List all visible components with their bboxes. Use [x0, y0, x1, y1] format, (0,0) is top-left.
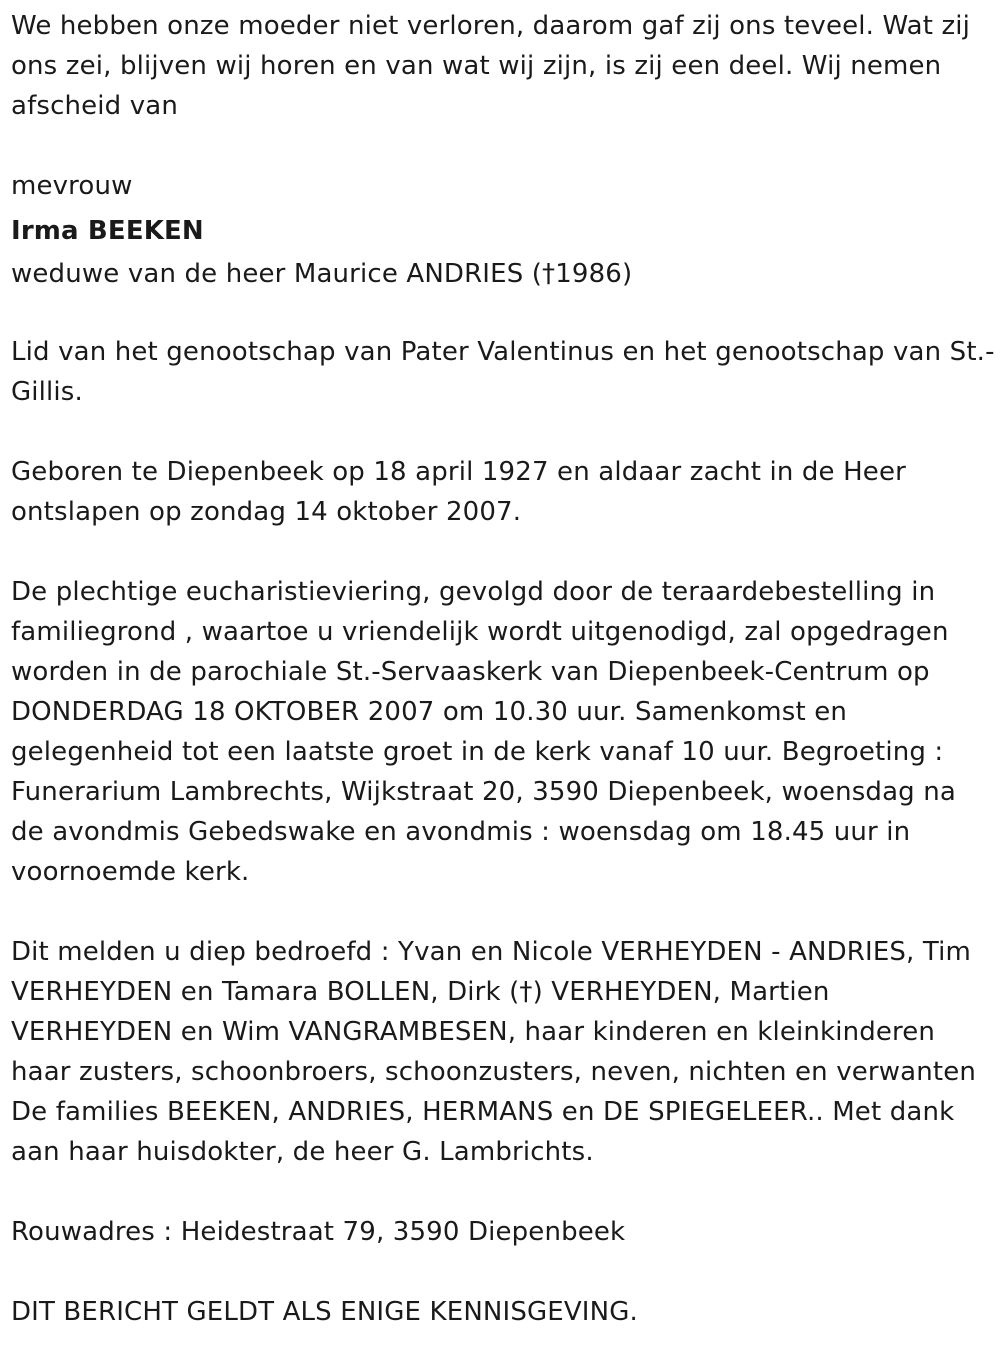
- spouse-line: weduwe van de heer Maurice ANDRIES (†1986): [11, 259, 633, 289]
- honorific: mevrouw: [11, 171, 133, 201]
- spacer: [11, 1172, 996, 1212]
- closing-statement: DIT BERICHT GELDT ALS ENIGE KENNISGEVING.: [11, 1297, 638, 1327]
- deceased-name: Irma BEEKEN: [11, 216, 204, 246]
- opening-verse: We hebben onze moeder niet verloren, daarom gaf zij ons teveel. Wat zij ons zei, blijven wij horen en van wat wij zijn, is zij een deel. Wij nemen afscheid van: [11, 11, 971, 121]
- spacer: [11, 412, 996, 452]
- mourning-address: Rouwadres : Heidestraat 79, 3590 Diepenbeek: [11, 1217, 626, 1247]
- obituary-notice: [11, 6, 996, 1332]
- membership-paragraph: Lid van het genootschap van Pater Valentinus en het genootschap van St.-Gillis.: [11, 337, 995, 407]
- spacer: [11, 292, 996, 332]
- funeral-service-paragraph: De plechtige eucharistieviering, gevolgd door de teraardebestelling in familiegrond , waartoe u vriendelijk wordt uitgenodigd, zal opgedragen worden in de parochiale St.-Servaaskerk van Diepenbeek-Centrum op DONDERDAG 18 OKTOBER 2007 om 10.30 uur. Samenkomst en gelegenheid tot een laatste groet in de kerk vanaf 10 uur. Begroeting : Funerarium Lambrechts, Wijkstraat 20, 3590 Diepenbeek, woensdag na de avondmis Gebedswake en avondmis : woensdag om 18.45 uur in voornoemde kerk.: [11, 577, 956, 887]
- birth-death-paragraph: Geboren te Diepenbeek op 18 april 1927 en aldaar zacht in de Heer ontslapen op zondag 14 oktober 2007.: [11, 457, 906, 527]
- family-announcement-paragraph: Dit melden u diep bedroefd : Yvan en Nicole VERHEYDEN - ANDRIES, Tim VERHEYDEN en Tamara BOLLEN, Dirk (†) VERHEYDEN, Martien VERHEYDEN en Wim VANGRAMBESEN, haar kinderen en kleinkinderen haar zusters, schoonbroers, schoonzusters, neven, nichten en verwanten De families BEEKEN, ANDRIES, HERMANS en DE SPIEGELEER.. Met dank aan haar huisdokter, de heer G. Lambrichts.: [11, 937, 976, 1167]
- spacer: [11, 892, 996, 932]
- spacer: [11, 126, 996, 166]
- spacer: [11, 1252, 996, 1292]
- spacer: [11, 532, 996, 572]
